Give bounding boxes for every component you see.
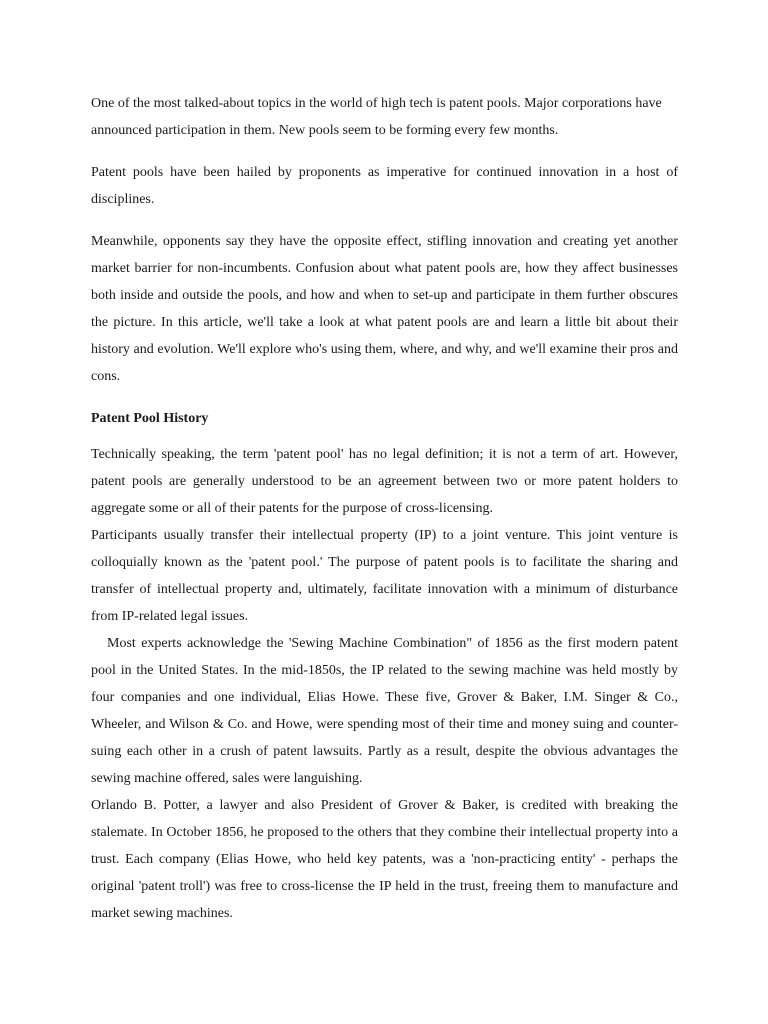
intro-paragraph-3: Meanwhile, opponents say they have the opposite effect, stifling innovation and creating yet another market barrier for non-incumbents. Confusion about what patent pools are, how they affect businesses both inside and outside the pools, and how and when to set-up and participate in them further obscures the picture. In this article, we'll take a look at what patent pools are and learn a little bit about their history and evolution. We'll explore who's using them, where, and why, and we'll examine their pros and cons. (91, 234, 678, 384)
history-paragraph-1: Technically speaking, the term 'patent pool' has no legal definition; it is not a term of art. However, patent pools are generally understood to be an agreement between two or more patent holders to aggregate some or all of their patents for the purpose of cross-licensing. (91, 447, 678, 516)
history-paragraph-3: Most experts acknowledge the 'Sewing Machine Combination" of 1856 as the first modern patent pool in the United States. In the mid-1850s, the IP related to the sewing machine was held mostly by four companies and one individual, Elias Howe. These five, Grover & Baker, I.M. Singer & Co., Wheeler, and Wilson & Co. and Howe, were spending most of their time and money suing and counter-suing each other in a crush of patent lawsuits. Partly as a result, despite the obvious advantages the sewing machine offered, sales were languishing. (91, 636, 678, 786)
article-body (91, 90, 678, 927)
section-heading: Patent Pool History (91, 411, 209, 426)
intro-paragraph-2: Patent pools have been hailed by proponents as imperative for continued innovation in a host of disciplines. (91, 165, 678, 207)
history-paragraph-4: Orlando B. Potter, a lawyer and also President of Grover & Baker, is credited with breaking the stalemate. In October 1856, he proposed to the others that they combine their intellectual property into a trust. Each company (Elias Howe, who held key patents, was a 'non-practicing entity' - perhaps the original 'patent troll') was free to cross-license the IP held in the trust, freeing them to manufacture and market sewing machines. (91, 798, 678, 921)
intro-paragraph-1: One of the most talked-about topics in the world of high tech is patent pools. Major corporations have announced participation in them. New pools seem to be forming every few months. (91, 96, 662, 138)
history-paragraph-2: Participants usually transfer their intellectual property (IP) to a joint venture. This joint venture is colloquially known as the 'patent pool.' The purpose of patent pools is to facilitate the sharing and transfer of intellectual property and, ultimately, facilitate innovation with a minimum of disturbance from IP-related legal issues. (91, 528, 678, 624)
